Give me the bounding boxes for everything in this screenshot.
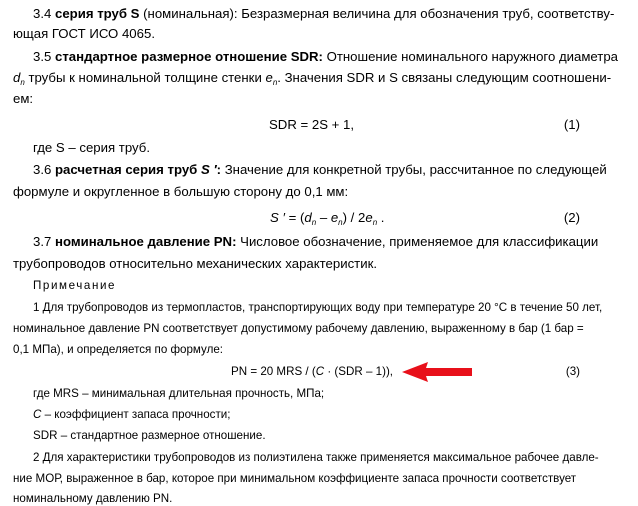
- definition-text: Отношение номинального наружного диаметра: [322, 49, 619, 64]
- definition-text: трубы к номинальной толщине стенки: [24, 70, 266, 85]
- symbol-d: d: [304, 210, 312, 225]
- term-calculated-series: расчетная серия труб: [55, 162, 198, 177]
- clause-3-7-line-1: [33, 234, 598, 249]
- definition-text: . Значения SDR и S связаны следующим соотношени-: [277, 70, 612, 85]
- definition-text: формуле и округленное в большую сторону до 0,1 мм:: [13, 184, 349, 199]
- clause-3-7-line-2: [13, 256, 377, 271]
- symbol-s-prime: S ′: [270, 210, 285, 225]
- clause-number: 3.5: [33, 49, 55, 64]
- formula-1: [269, 117, 354, 132]
- clause-3-5-line-1: [33, 49, 618, 64]
- clause-number: 3.4: [33, 6, 55, 21]
- note-1-line-2: номинальное давление PN соответствует допустимому рабочему давлению, выраженному в бар (1 бар =: [13, 322, 584, 335]
- clause-3-5-line-2: [13, 70, 611, 85]
- term-pipe-series-s: серия труб S: [55, 6, 140, 21]
- definition-text: трубопроводов относительно механических характеристик.: [13, 256, 378, 271]
- subscript: n: [372, 218, 378, 227]
- clause-number: 3.7: [33, 234, 55, 249]
- subscript: n: [272, 78, 278, 87]
- definition-text: ющая ГОСТ ИСО 4065.: [13, 26, 155, 41]
- formula-2: [270, 210, 384, 225]
- formula-2-number: (2): [563, 210, 580, 225]
- note-1-line-1: 1 Для трубопроводов из термопластов, транспортирующих воду при температуре 20 °С в течение 50 лет,: [33, 301, 603, 314]
- term-colon: :: [216, 162, 222, 177]
- term-sdr: стандартное размерное отношение SDR:: [55, 49, 323, 64]
- formula-text: SDR = 2S + 1,: [269, 117, 355, 132]
- symbol-e: e: [365, 210, 373, 225]
- clause-3-6-line-2: [13, 184, 348, 199]
- clause-number: 3.6: [33, 162, 55, 177]
- symbol-c: C: [315, 365, 325, 378]
- definition-text: Числовое обозначение, применяемое для классификации: [236, 234, 599, 249]
- subscript: n: [311, 218, 317, 227]
- definition-text: (номинальная): Безразмерная величина для обозначения труб, соответству-: [139, 6, 615, 21]
- note-2-line-3: номинальному давлению PN.: [13, 492, 173, 505]
- definition-text: ем:: [13, 91, 34, 106]
- clause-3-5-line-3: [13, 91, 33, 106]
- formula-part: –: [316, 210, 331, 225]
- where-mrs: где MRS – минимальная длительная прочность, МПа;: [33, 387, 325, 400]
- where-text: где S – серия труб.: [33, 140, 150, 155]
- symbol-s-prime: S ′: [197, 162, 217, 177]
- symbol-e: e: [265, 70, 273, 85]
- formula-3: [231, 365, 393, 378]
- clause-3-6-line-1: [33, 162, 607, 177]
- where-c: [33, 408, 230, 421]
- note-2-line-2: ние МОР, выраженное в бар, которое при минимальном коэффициенте запаса прочности соответствует: [13, 472, 577, 485]
- formula-part: · (SDR – 1)),: [324, 365, 394, 378]
- subscript: n: [20, 78, 25, 87]
- where-sdr: SDR – стандартное размерное отношение.: [33, 429, 266, 442]
- formula-part: = (: [284, 210, 305, 225]
- note-heading: Примечание: [33, 279, 117, 292]
- clause-3-4-line-1: [33, 6, 614, 21]
- where-text: – коэффициент запаса прочности;: [41, 408, 231, 421]
- where-1: [33, 140, 150, 155]
- note-2-line-1: 2 Для характеристики трубопроводов из полиэтилена также применяется максимальное рабочее давле-: [33, 451, 599, 464]
- note-1-line-3: 0,1 МПа), и определяется по формуле:: [13, 343, 224, 356]
- formula-3-number: (3): [565, 365, 580, 378]
- red-left-arrow-icon: [402, 362, 472, 382]
- symbol-d: d: [13, 70, 21, 85]
- symbol-c: C: [33, 408, 42, 421]
- formula-1-number: (1): [563, 117, 580, 132]
- term-nominal-pressure: номинальное давление PN:: [55, 234, 237, 249]
- symbol-e: e: [330, 210, 339, 225]
- formula-part: .: [377, 210, 385, 225]
- formula-part: ) / 2: [342, 210, 366, 225]
- definition-text: Значение для конкретной трубы, рассчитанное по следующей: [221, 162, 607, 177]
- subscript: n: [338, 218, 343, 227]
- formula-part: PN = 20 MRS / (: [231, 365, 316, 378]
- clause-3-4-line-2: [13, 26, 155, 41]
